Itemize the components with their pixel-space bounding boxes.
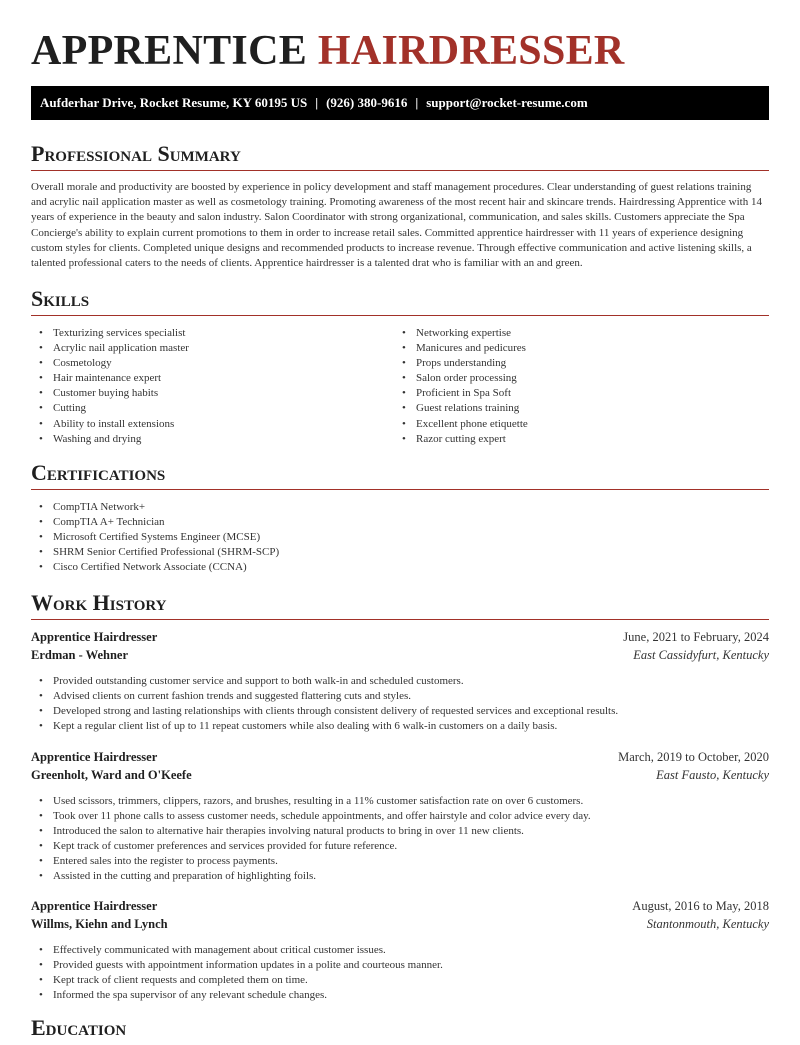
contact-address: Aufderhar Drive, Rocket Resume, KY 60195 US — [40, 95, 308, 110]
skill-item: • Ability to install extensions — [31, 417, 391, 432]
certification-item: • Cisco Certified Network Associate (CCNA) — [31, 560, 769, 575]
job-location: East Cassidyfurt, Kentucky — [633, 648, 769, 662]
skills-heading: Skills — [31, 287, 769, 316]
title-part-2: HAIRDRESSER — [317, 28, 625, 74]
skills-list-left — [31, 326, 391, 447]
certification-item: • Microsoft Certified Systems Engineer (MCSE) — [31, 530, 769, 545]
skill-item: • Washing and drying — [31, 432, 391, 447]
job-duty: • Informed the spa supervisor of any relevant schedule changes. — [31, 988, 769, 1003]
skill-item: • Salon order processing — [394, 371, 754, 386]
skill-item: • Props understanding — [394, 356, 754, 371]
job-duty: • Advised clients on current fashion trends and suggested flattering cuts and styles. — [31, 689, 769, 704]
skill-item: • Acrylic nail application master — [31, 341, 391, 356]
contact-separator: | — [415, 95, 419, 110]
certification-item: • CompTIA A+ Technician — [31, 515, 769, 530]
skill-item: • Networking expertise — [394, 326, 754, 341]
skill-item: • Proficient in Spa Soft — [394, 386, 754, 401]
job-title: Apprentice Hairdresser — [31, 630, 158, 644]
job-location: Stantonmouth, Kentucky — [646, 917, 769, 931]
certification-item: • SHRM Senior Certified Professional (SHRM-SCP) — [31, 545, 769, 560]
skill-item: • Manicures and pedicures — [394, 341, 754, 356]
certifications-list — [31, 500, 769, 575]
job-company: Willms, Kiehn and Lynch — [31, 917, 168, 931]
job-duty: • Assisted in the cutting and preparation of highlighting foils. — [31, 869, 769, 884]
job-dates: March, 2019 to October, 2020 — [618, 750, 769, 764]
skill-item: • Texturizing services specialist — [31, 326, 391, 341]
summary-heading: Professional Summary — [31, 142, 769, 171]
contact-phone[interactable]: (926) 380-9616 — [326, 95, 408, 110]
job-duty: • Used scissors, trimmers, clippers, razors, and brushes, resulting in a 11% customer satisfaction rate on over 6 customers. — [31, 794, 769, 809]
contact-bar — [31, 86, 769, 120]
job-title: Apprentice Hairdresser — [31, 750, 158, 764]
job-duty: • Kept track of client requests and completed them on time. — [31, 973, 769, 988]
work-history-heading: Work History — [31, 591, 769, 620]
title-part-1: APPRENTICE — [31, 28, 308, 74]
certification-item: • CompTIA Network+ — [31, 500, 769, 515]
job-dates: August, 2016 to May, 2018 — [632, 899, 769, 913]
contact-email[interactable]: support@rocket-resume.com — [426, 95, 588, 110]
job-duties — [31, 674, 769, 734]
education-heading: Education — [31, 1015, 127, 1040]
job-duty: • Kept a regular client list of up to 11 repeat customers while also dealing with 6 walk-in customers on a daily basis. — [31, 719, 769, 734]
job-title: Apprentice Hairdresser — [31, 899, 158, 913]
job-duties — [31, 943, 769, 1003]
summary-text: Overall morale and productivity are boosted by experience in policy development and staff management procedures. Clear understanding of guest relations training and acrylic nail application master as well as cosmetology training. Promoting awareness of the most recent hair and skincare trends. Hairdressing Apprentice with 14 years of experience in the beauty and salon industry. Salon Coordinator with strong organizational, communication, and sales skills. Customers appreciate the Spa Concierge's ability to explain current promotions to them in order to increase retail sales. Committed apprentice hairdresser with 11 years of experience designing custom styles for clients. Completed unique designs and recommended products to increase revenue. Through effective communication and active listening skills, a talented professional caters to the needs of clients. Apprentice hairdresser is a talented drat who is familiar with an and green. — [31, 181, 762, 270]
job-entry — [31, 899, 769, 1003]
job-duty: • Provided outstanding customer service and support to both walk-in and scheduled customers. — [31, 674, 769, 689]
job-location: East Fausto, Kentucky — [656, 768, 769, 782]
job-company: Greenholt, Ward and O'Keefe — [31, 768, 192, 782]
resume-title — [31, 28, 625, 74]
skill-item: • Hair maintenance expert — [31, 371, 391, 386]
job-duty: • Kept track of customer preferences and services provided for future reference. — [31, 839, 769, 854]
job-duty: • Developed strong and lasting relationships with clients through consistent delivery of requested services and exceptional results. — [31, 704, 769, 719]
skill-item: • Guest relations training — [394, 401, 754, 416]
job-duty: • Introduced the salon to alternative hair therapies involving natural products to bring in over 11 new clients. — [31, 824, 769, 839]
contact-separator: | — [315, 95, 319, 110]
job-entry — [31, 750, 769, 885]
job-company: Erdman - Wehner — [31, 648, 128, 662]
job-dates: June, 2021 to February, 2024 — [623, 630, 769, 644]
job-duty: • Took over 11 phone calls to assess customer needs, schedule appointments, and offer hairstyle and color advice every day. — [31, 809, 769, 824]
job-entry — [31, 630, 769, 734]
skills-list-right — [394, 326, 754, 447]
skill-item: • Cutting — [31, 401, 391, 416]
job-duties — [31, 794, 769, 885]
job-duty: • Provided guests with appointment information updates in a polite and courteous manner. — [31, 958, 769, 973]
certifications-heading: Certifications — [31, 461, 769, 490]
skill-item: • Razor cutting expert — [394, 432, 754, 447]
skill-item: • Customer buying habits — [31, 386, 391, 401]
skill-item: • Cosmetology — [31, 356, 391, 371]
job-duty: • Effectively communicated with management about critical customer issues. — [31, 943, 769, 958]
skill-item: • Excellent phone etiquette — [394, 417, 754, 432]
job-duty: • Entered sales into the register to process payments. — [31, 854, 769, 869]
